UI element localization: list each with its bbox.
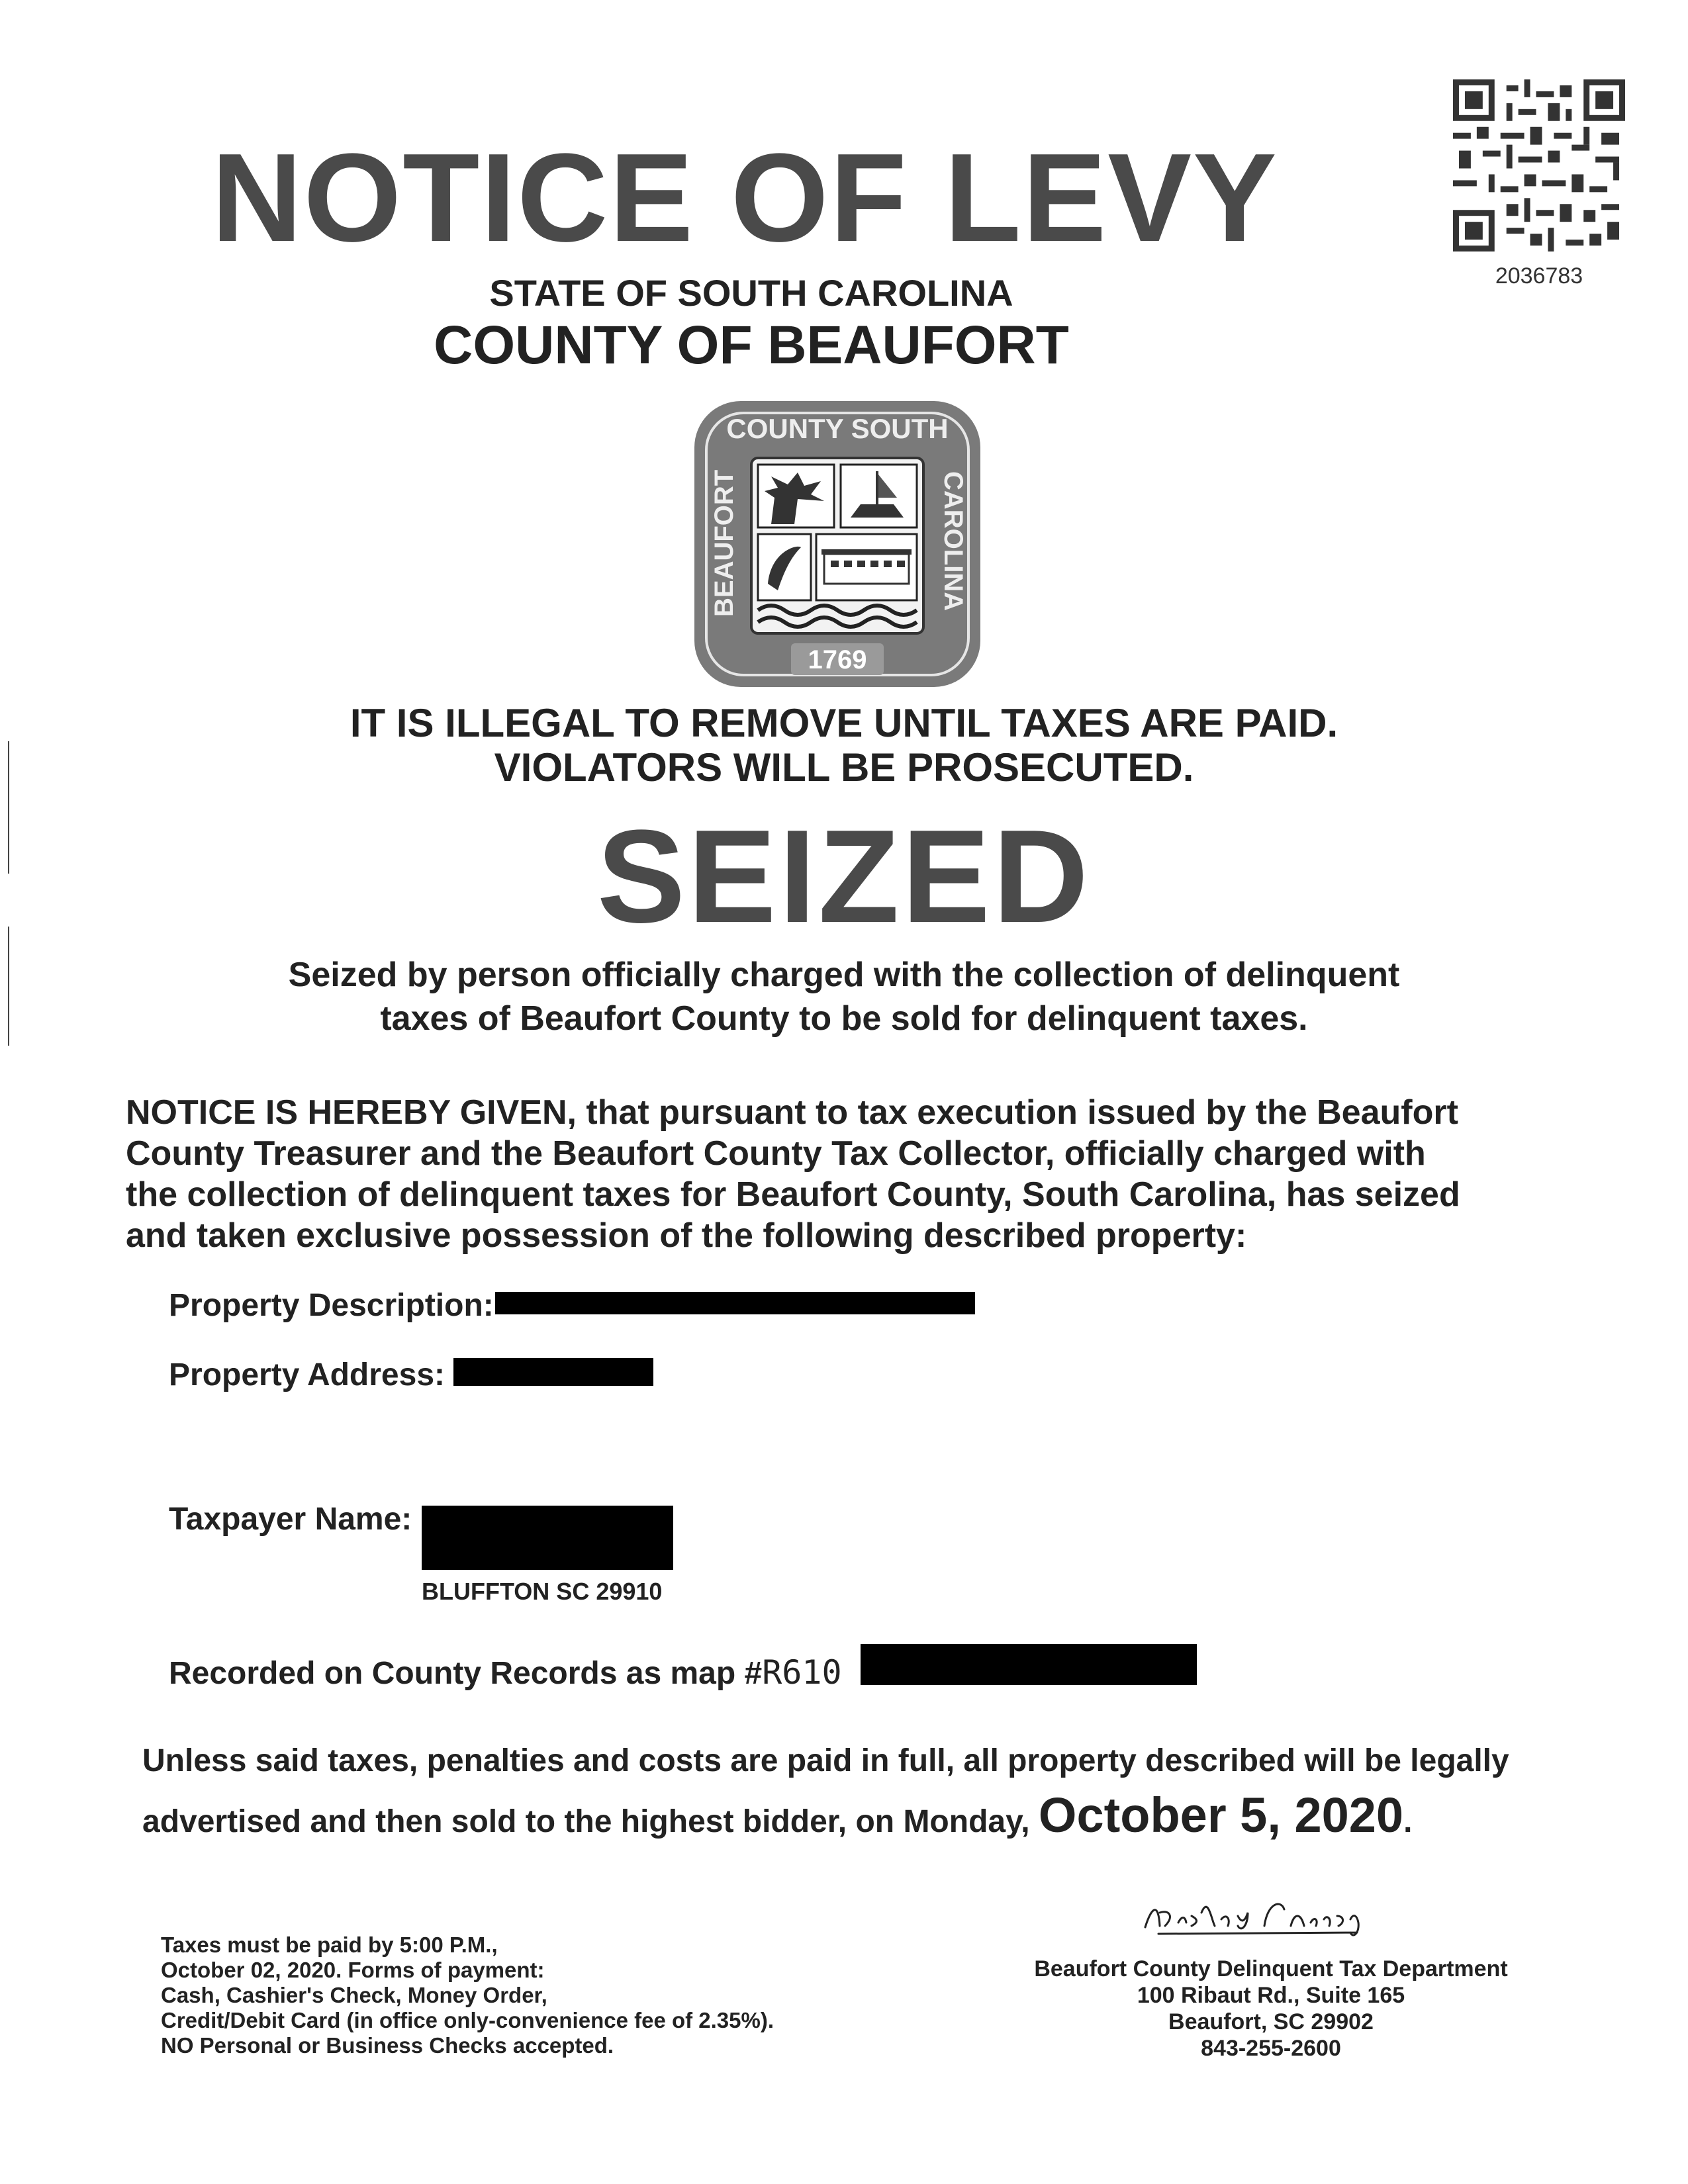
taxpayer-city: BLUFFTON SC 29910 — [422, 1578, 663, 1605]
signature-icon — [1139, 1886, 1417, 1946]
map-record-label: Recorded on County Records as map # — [169, 1656, 763, 1691]
department-phone: 843-255-2600 — [1201, 2036, 1341, 2061]
page-title: NOTICE OF LEVY — [211, 128, 1278, 268]
property-address-label: Property Address: — [169, 1357, 445, 1392]
department-info — [973, 1956, 1569, 2062]
county-heading: COUNTY OF BEAUFORT — [434, 315, 1069, 375]
notice-line-2: County Treasurer and the Beaufort County Tax Collector, officially charged with — [126, 1134, 1426, 1173]
sale-paragraph — [142, 1734, 1566, 1849]
seized-heading: SEIZED — [596, 803, 1092, 950]
sale-period: . — [1403, 1804, 1413, 1839]
taxpayer-name-redaction — [422, 1506, 673, 1570]
department-address-1: 100 Ribaut Rd., Suite 165 — [1137, 1983, 1405, 2008]
state-heading: STATE OF SOUTH CAROLINA — [489, 272, 1013, 314]
qr-reference-number: 2036783 — [1495, 263, 1583, 289]
payment-line-1: Taxes must be paid by 5:00 P.M., — [161, 1933, 498, 1957]
payment-line-5: NO Personal or Business Checks accepted. — [161, 2033, 614, 2058]
notice-line-4: and taken exclusive possession of the following described property: — [126, 1216, 1247, 1255]
payment-line-4: Credit/Debit Card (in office only-convenience fee of 2.35%). — [161, 2008, 774, 2032]
property-description-redaction — [495, 1292, 975, 1314]
property-address-redaction — [453, 1358, 653, 1386]
seized-line-2: taxes of Beaufort County to be sold for delinquent taxes. — [380, 999, 1308, 1038]
notice-line-1: NOTICE IS HEREBY GIVEN, that pursuant to tax execution issued by the Beaufort — [126, 1093, 1458, 1132]
qr-code-icon — [1453, 79, 1625, 251]
sale-line-1: Unless said taxes, penalties and costs are paid in full, all property described will be legally — [142, 1743, 1509, 1778]
map-record-line — [169, 1653, 842, 1692]
department-name: Beaufort County Delinquent Tax Department — [1034, 1956, 1508, 1981]
payment-line-3: Cash, Cashier's Check, Money Order, — [161, 1983, 547, 2007]
seal-top-text: COUNTY SOUTH — [726, 413, 949, 444]
seal-year: 1769 — [808, 645, 867, 674]
notice-paragraph — [126, 1092, 1589, 1256]
department-address-2: Beaufort, SC 29902 — [1168, 2009, 1374, 2034]
payment-line-2: October 02, 2020. Forms of payment: — [161, 1958, 545, 1982]
payment-terms — [161, 1933, 955, 2058]
seized-by-paragraph — [199, 953, 1489, 1040]
seal-right-text: CAROLINA — [939, 471, 968, 612]
sale-date: October 5, 2020 — [1038, 1788, 1404, 1843]
sale-line-2 — [142, 1788, 1566, 1849]
seized-line-1: Seized by person officially charged with the collection of delinquent — [288, 956, 1400, 994]
taxpayer-name-label: Taxpayer Name: — [169, 1502, 412, 1537]
map-number: R610 — [762, 1653, 842, 1692]
sale-line-2-text: advertised and then sold to the highest bidder, on Monday, — [142, 1804, 1030, 1839]
map-number-redaction — [861, 1644, 1197, 1685]
property-description-label: Property Description: — [169, 1288, 494, 1323]
warning-line-1: IT IS ILLEGAL TO REMOVE UNTIL TAXES ARE PAID. — [350, 701, 1338, 745]
county-seal-icon — [692, 398, 983, 690]
notice-line-3: the collection of delinquent taxes for Beaufort County, South Carolina, has seized — [126, 1175, 1460, 1214]
warning-line-2: VIOLATORS WILL BE PROSECUTED. — [494, 745, 1194, 790]
seal-left-text: BEAUFORT — [710, 469, 739, 617]
